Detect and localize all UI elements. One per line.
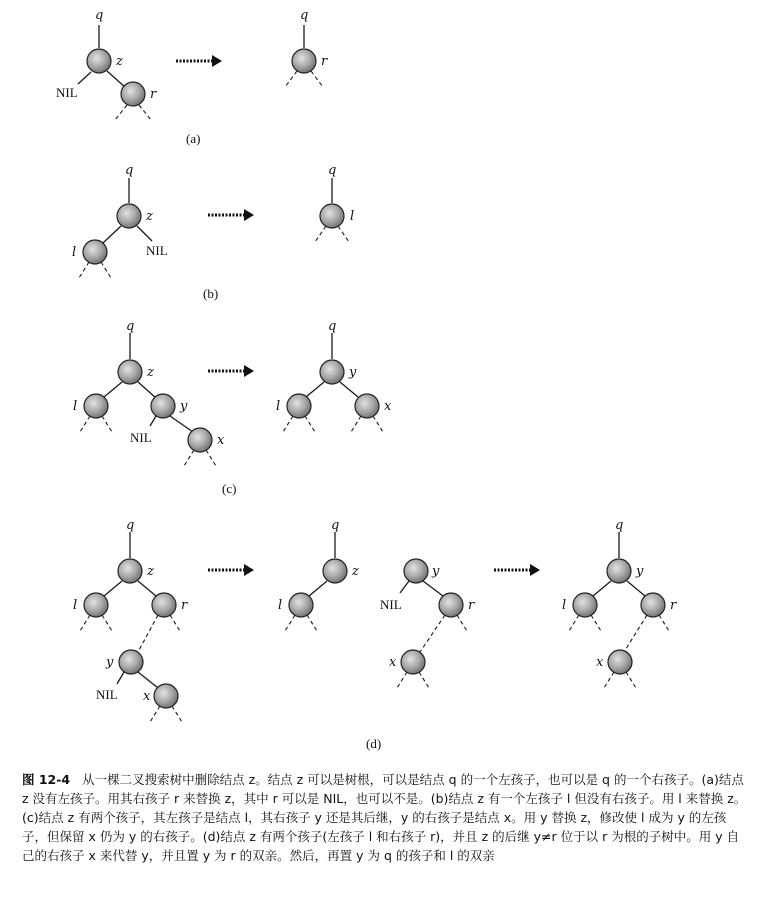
- label-l: l: [72, 245, 77, 260]
- label-y: y: [106, 655, 114, 670]
- node-z: [118, 559, 142, 583]
- node-y: [151, 394, 175, 418]
- node-y: [119, 650, 143, 674]
- label-q: q: [328, 163, 337, 178]
- node-z: [323, 559, 347, 583]
- node-r: [439, 593, 463, 617]
- label-x: x: [596, 655, 604, 670]
- node-x: [188, 428, 212, 452]
- label-q: q: [331, 518, 340, 533]
- label-nil: NIL: [380, 597, 402, 612]
- node-r: [641, 593, 665, 617]
- node-y: [607, 559, 631, 583]
- label-y: y: [349, 365, 357, 380]
- node-l: [84, 593, 108, 617]
- node-y: [404, 559, 428, 583]
- figure-label: 图 12-4: [22, 772, 71, 787]
- arrow-head-icon: [244, 365, 254, 377]
- label-q: q: [328, 319, 337, 334]
- node-r: [152, 593, 176, 617]
- label-q: q: [615, 518, 624, 533]
- node-x: [154, 684, 178, 708]
- node-l: [573, 593, 597, 617]
- label-z: z: [147, 564, 154, 579]
- label-nil: NIL: [130, 430, 152, 445]
- label-z: z: [146, 209, 153, 224]
- label-l: l: [73, 399, 78, 414]
- node-y: [320, 360, 344, 384]
- label-r: r: [150, 87, 157, 102]
- node-x: [401, 650, 425, 674]
- label-q: q: [126, 319, 135, 334]
- label-z: z: [352, 564, 359, 579]
- label-nil: NIL: [146, 243, 168, 258]
- panel-b: [72, 163, 354, 301]
- label-r: r: [670, 598, 677, 613]
- caption-a: (a): [186, 131, 201, 146]
- node-l: [84, 394, 108, 418]
- node-x: [608, 650, 632, 674]
- label-l: l: [562, 598, 567, 613]
- arrow-head-icon: [530, 564, 540, 576]
- label-y: y: [180, 399, 188, 414]
- panel-a: [56, 8, 328, 146]
- label-r: r: [181, 598, 188, 613]
- label-q: q: [300, 8, 309, 23]
- node-l: [289, 593, 313, 617]
- panel-c: [73, 319, 392, 496]
- label-nil: NIL: [96, 687, 118, 702]
- label-r: r: [468, 598, 475, 613]
- label-r: r: [321, 54, 328, 69]
- arrow-head-icon: [244, 564, 254, 576]
- caption-text: 从一棵二叉搜索树中删除结点 z。结点 z 可以是树根，可以是结点 q 的一个左孩子，也可以是 q 的一个右孩子。(a)结点 z 没有左孩子。用其右孩子 r 来替换 z，其中 r 可以是 NIL，也可以不是。(b)结点 z 有一个左孩子 l 但没有右孩子。用 l 来替换 z。(c)结点 z 有两个孩子，其左孩子是结点 l，其右孩子 y 还是其后继，y 的右孩子是结点 x。用 y 替换 z，修改使 l 成为 y 的左孩子，但保留 x 仍为 y 的右孩子。(d)结点 z 有两个孩子(左孩子 l 和右孩子 r)，并且 z 的后继 y≠r 位于以 r 为根的子树中。用 y 自己的右孩子 x 来代替 y，并且置 y 为 r 的双亲。然后，再置 y 为 q 的孩子和 l 的双亲: [22, 772, 747, 863]
- figure-caption: [22, 770, 748, 865]
- node-l: [83, 240, 107, 264]
- node-l: [320, 204, 344, 228]
- label-q: q: [125, 163, 134, 178]
- caption-c: (c): [222, 481, 237, 496]
- label-z: z: [147, 365, 154, 380]
- arrow-head-icon: [212, 55, 222, 67]
- label-l: l: [278, 598, 283, 613]
- caption-d: (d): [366, 736, 382, 751]
- label-l: l: [350, 209, 355, 224]
- arrow-head-icon: [244, 209, 254, 221]
- label-q: q: [95, 8, 104, 23]
- label-l: l: [276, 399, 281, 414]
- label-z: z: [116, 54, 123, 69]
- node-r: [292, 49, 316, 73]
- caption-b: (b): [203, 286, 219, 301]
- node-l: [287, 394, 311, 418]
- node-z: [87, 49, 111, 73]
- node-r: [121, 82, 145, 106]
- node-x: [355, 394, 379, 418]
- label-y: y: [636, 564, 644, 579]
- label-q: q: [126, 518, 135, 533]
- label-x: x: [143, 689, 151, 704]
- label-l: l: [73, 598, 78, 613]
- node-z: [117, 204, 141, 228]
- label-x: x: [389, 655, 397, 670]
- node-z: [118, 360, 142, 384]
- label-x: x: [384, 399, 392, 414]
- panel-d: [73, 518, 677, 751]
- label-nil: NIL: [56, 85, 78, 100]
- label-y: y: [432, 564, 440, 579]
- label-x: x: [217, 433, 225, 448]
